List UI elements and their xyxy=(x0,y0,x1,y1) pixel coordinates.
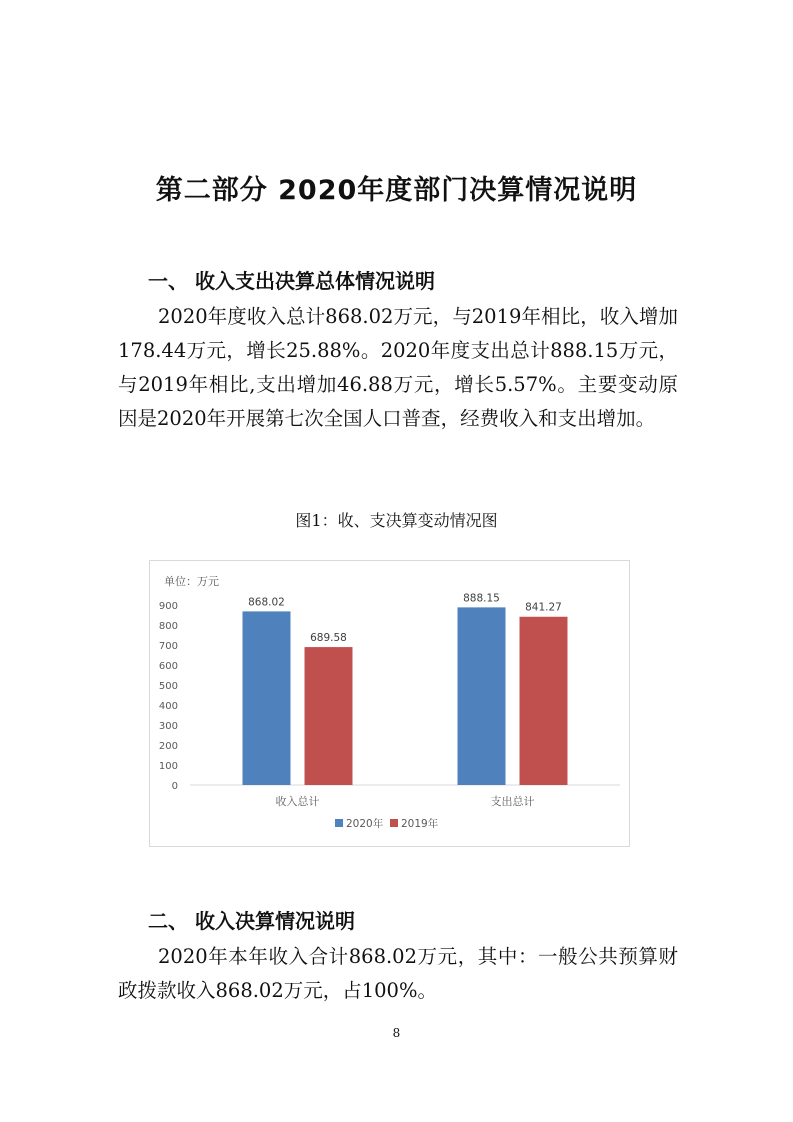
y-tick-label: 800 xyxy=(158,621,178,632)
chart-container xyxy=(149,560,630,847)
x-tick-label: 支出总计 xyxy=(490,795,535,808)
section-1-paragraph: 2020年度收入总计868.02万元，与2019年相比，收入增加178.44万元，增长25.88%。2020年度支出总计888.15万元，与2019年相比,支出增加46.88万元，增长5.57%。主要变动原因是2020年开展第七次全国人口普查，经费收入和支出增加。 xyxy=(118,305,678,430)
x-tick-label: 收入总计 xyxy=(275,795,320,808)
data-label: 841.27 xyxy=(525,601,562,614)
y-tick-label: 300 xyxy=(158,721,178,732)
y-tick-label: 0 xyxy=(171,781,178,792)
legend-label: 2020年 xyxy=(346,818,384,830)
y-tick-label: 200 xyxy=(158,741,178,752)
bar-2019年-支出总计 xyxy=(520,617,568,785)
y-tick-label: 400 xyxy=(158,701,178,712)
bar-chart xyxy=(150,561,629,846)
legend-swatch-2019年 xyxy=(390,819,398,827)
section-heading-1: 一、 收入支出决算总体情况说明 xyxy=(148,269,435,293)
figure-caption: 图1：收、支决算变动情况图 xyxy=(295,511,498,530)
data-label: 689.58 xyxy=(310,632,347,645)
bar-2020年-收入总计 xyxy=(243,611,291,785)
bar-2020年-支出总计 xyxy=(458,607,506,785)
legend-label: 2019年 xyxy=(401,818,439,830)
y-tick-label: 700 xyxy=(158,641,178,652)
bar-2019年-收入总计 xyxy=(305,647,353,785)
section-heading-2: 二、 收入决算情况说明 xyxy=(148,909,355,933)
section-2-paragraph: 2020年本年收入合计868.02万元，其中：一般公共预算财政拨款收入868.02万元，占100%。 xyxy=(118,945,678,1002)
unit-label: 单位：万元 xyxy=(164,575,219,588)
legend-swatch-2020年 xyxy=(335,819,343,827)
page-title: 第二部分 2020年度部门决算情况说明 xyxy=(155,175,638,206)
y-tick-label: 500 xyxy=(158,681,178,692)
page-number: 8 xyxy=(392,1026,401,1040)
data-label: 868.02 xyxy=(248,596,285,609)
data-label: 888.15 xyxy=(463,592,500,605)
y-tick-label: 600 xyxy=(158,661,178,672)
y-tick-label: 100 xyxy=(158,761,178,772)
y-tick-label: 900 xyxy=(158,601,178,612)
